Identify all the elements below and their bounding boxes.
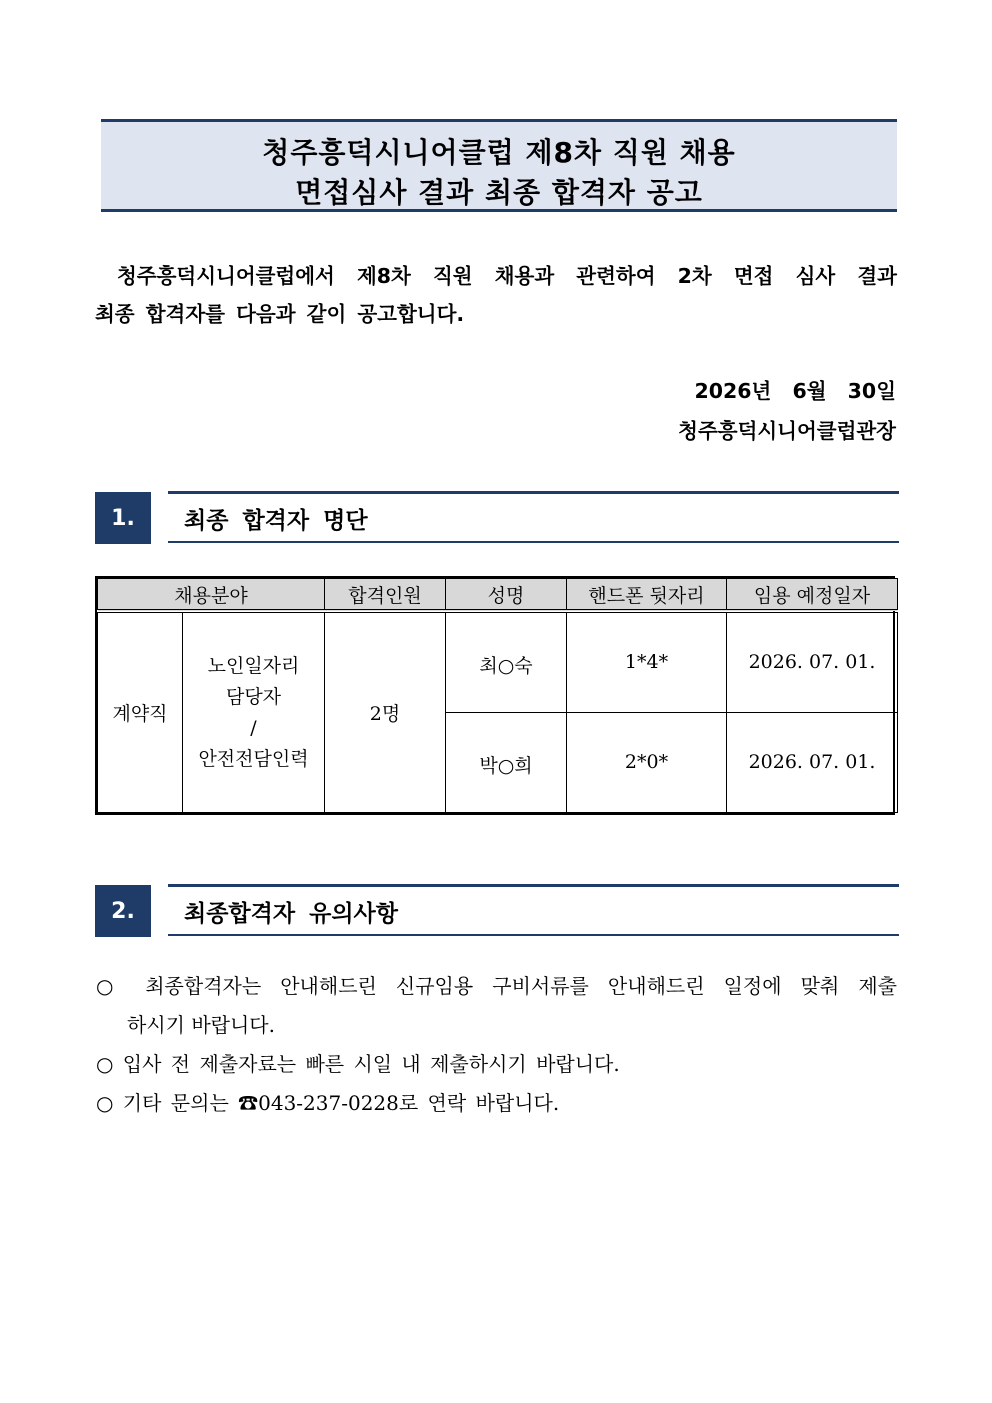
count-cell: 2명 [325, 611, 446, 813]
date-cell: 2026. 07. 01. [727, 611, 898, 713]
title-line-2: 면접심사 결과 최종 합격자 공고 [295, 176, 703, 209]
field-line: 안전전담인력 [198, 747, 309, 770]
section-2-top-rule [168, 884, 899, 887]
title-line-1: 청주흥덕시니어클럽 제8차 직원 채용 [262, 136, 736, 169]
date-cell: 2026. 07. 01. [727, 713, 898, 813]
note-2: ○ 입사 전 제출자료는 빠른 시일 내 제출하시기 바랍니다. [96, 1052, 620, 1076]
field-line: 노인일자리 [207, 654, 300, 677]
section-2-title: 최종합격자 유의사항 [184, 901, 398, 927]
note-1-line-1: ○ 최종합격자는 안내해드린 신규임용 구비서류를 안내해드린 일정에 맞춰 제출 [96, 974, 897, 998]
header-phone: 핸드폰 뒷자리 [567, 579, 727, 612]
phone-cell: 1*4* [567, 611, 727, 713]
category-cell: 계약직 [98, 611, 183, 813]
field-cell [183, 611, 325, 813]
name-cell: 박○희 [446, 713, 567, 813]
phone-cell: 2*0* [567, 713, 727, 813]
note-1-line-2: 하시기 바랍니다. [127, 1013, 275, 1037]
note-3: ○ 기타 문의는 ☎043-237-0228로 연락 바랍니다. [96, 1091, 560, 1115]
intro-line-2: 최종 합격자를 다음과 같이 공고합니다. [95, 302, 465, 326]
field-line: 담당자 [225, 685, 282, 708]
header-date: 임용 예정일자 [727, 579, 898, 612]
title-box [101, 119, 897, 212]
name-cell: 최○숙 [446, 611, 567, 713]
hires-table [95, 576, 895, 815]
section-1-top-rule [168, 491, 899, 494]
section-1-number: 1. [95, 492, 151, 544]
section-2-bottom-rule [168, 934, 899, 936]
section-1-bottom-rule [168, 541, 899, 543]
header-name: 성명 [446, 579, 567, 612]
field-line: / [250, 716, 257, 739]
section-2-number: 2. [95, 885, 151, 937]
signer: 청주흥덕시니어클럽관장 [678, 419, 896, 443]
header-field: 채용분야 [98, 579, 325, 612]
table-row [98, 611, 898, 713]
header-count: 합격인원 [325, 579, 446, 612]
table-header-row [98, 579, 898, 612]
section-1-title: 최종 합격자 명단 [184, 508, 368, 534]
announcement-date: 2026년 6월 30일 [694, 379, 896, 403]
intro-line-1: 청주흥덕시니어클럽에서 제8차 직원 채용과 관련하여 2차 면접 심사 결과 [117, 264, 897, 288]
